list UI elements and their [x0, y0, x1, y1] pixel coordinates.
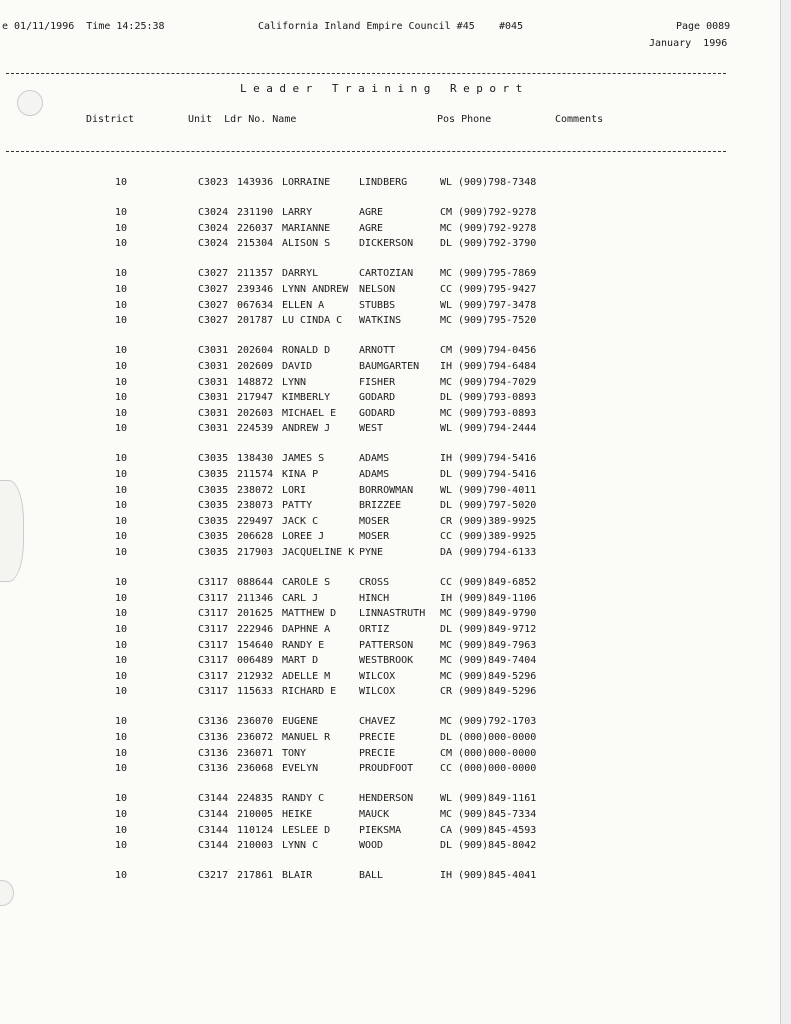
- position-cell: CC: [440, 531, 453, 543]
- phone-cell: (909)849-1106: [458, 592, 537, 604]
- leader-number-cell: 236071: [237, 747, 274, 759]
- position-cell: CC: [440, 284, 453, 295]
- position-cell: CM: [440, 207, 453, 219]
- position-cell: MC: [440, 670, 453, 682]
- position-cell: DL: [440, 238, 453, 250]
- first-name-cell: TONY: [282, 747, 307, 759]
- phone-cell: (909)845-4041: [458, 870, 537, 882]
- leader-number-cell: 215304: [237, 238, 274, 250]
- leader-number-cell: 211574: [237, 469, 274, 480]
- position-cell: WL: [440, 177, 453, 188]
- unit-cell: C3035: [198, 531, 229, 543]
- district-cell: 10: [115, 177, 128, 188]
- position-cell: MC: [440, 315, 453, 327]
- unit-cell: C3117: [198, 686, 229, 698]
- last-name-cell: WILCOX: [359, 686, 396, 698]
- unit-cell: C3144: [198, 808, 229, 820]
- last-name-cell: HINCH: [359, 592, 390, 604]
- phone-cell: (909)849-5296: [458, 670, 537, 682]
- leader-number-cell: 239346: [237, 284, 274, 295]
- last-name-cell: BAUMGARTEN: [359, 360, 420, 372]
- punch-hole-top: [17, 90, 43, 116]
- leader-number-cell: 210003: [237, 840, 274, 852]
- leader-number-cell: 238073: [237, 500, 274, 512]
- last-name-cell: FISHER: [359, 376, 396, 388]
- leader-number-cell: 115633: [237, 686, 274, 698]
- phone-cell: (909)794-6484: [458, 360, 537, 372]
- first-name-cell: CARL J: [282, 592, 319, 604]
- unit-cell: C3136: [198, 763, 229, 775]
- unit-cell: C3117: [198, 670, 229, 682]
- last-name-cell: WOOD: [359, 840, 384, 852]
- last-name-cell: CROSS: [359, 577, 390, 589]
- first-name-cell: ALISON S: [282, 238, 331, 250]
- phone-cell: (909)794-0456: [458, 345, 537, 357]
- position-cell: IH: [440, 592, 453, 604]
- first-name-cell: LORI: [282, 484, 307, 496]
- district-cell: 10: [115, 392, 128, 404]
- last-name-cell: AGRE: [359, 222, 384, 234]
- first-name-cell: JACK C: [282, 515, 319, 527]
- district-cell: 10: [115, 222, 128, 234]
- first-name-cell: JAMES S: [282, 453, 325, 465]
- unit-cell: C3031: [198, 376, 229, 388]
- first-name-cell: HEIKE: [282, 808, 313, 820]
- phone-cell: (909)389-9925: [458, 531, 537, 543]
- first-name-cell: PATTY: [282, 500, 313, 512]
- district-cell: 10: [115, 423, 128, 435]
- leader-number-cell: 110124: [237, 824, 274, 836]
- last-name-cell: PRECIE: [359, 747, 396, 759]
- report-title: Leader Training Report: [240, 82, 529, 95]
- phone-cell: (909)849-1161: [458, 793, 537, 805]
- unit-cell: C3117: [198, 639, 229, 651]
- leader-number-cell: 006489: [237, 655, 274, 667]
- last-name-cell: STUBBS: [359, 299, 396, 311]
- unit-cell: C3031: [198, 360, 229, 372]
- unit-cell: C3031: [198, 423, 229, 435]
- first-name-cell: DAPHNE A: [282, 623, 331, 635]
- phone-cell: (909)849-9790: [458, 608, 537, 620]
- position-cell: IH: [440, 360, 453, 372]
- first-name-cell: EVELYN: [282, 763, 319, 775]
- phone-cell: (909)794-5416: [458, 469, 537, 480]
- leader-number-cell: 217903: [237, 547, 274, 558]
- first-name-cell: MICHAEL E: [282, 407, 337, 419]
- leader-number-cell: 201625: [237, 608, 274, 620]
- district-cell: 10: [115, 315, 128, 327]
- unit-cell: C3024: [198, 222, 229, 234]
- district-cell: 10: [115, 376, 128, 388]
- position-cell: WL: [440, 423, 453, 435]
- leader-number-cell: 222946: [237, 623, 274, 635]
- unit-cell: C3027: [198, 284, 229, 295]
- position-cell: MC: [440, 716, 453, 728]
- phone-cell: (909)792-1703: [458, 716, 537, 728]
- district-cell: 10: [115, 268, 128, 280]
- phone-cell: (909)798-7348: [458, 177, 537, 188]
- leader-number-cell: 202609: [237, 360, 274, 372]
- position-cell: DL: [440, 500, 453, 512]
- first-name-cell: ADELLE M: [282, 670, 331, 682]
- phone-cell: (909)797-3478: [458, 299, 537, 311]
- phone-cell: (909)793-0893: [458, 407, 537, 419]
- position-cell: CC: [440, 577, 453, 589]
- leader-number-cell: 226037: [237, 222, 274, 234]
- first-name-cell: EUGENE: [282, 716, 319, 728]
- unit-cell: C3136: [198, 716, 229, 728]
- leader-number-cell: 201787: [237, 315, 274, 327]
- last-name-cell: BORROWMAN: [359, 484, 414, 496]
- unit-cell: C3027: [198, 315, 229, 327]
- position-cell: DA: [440, 547, 453, 558]
- district-cell: 10: [115, 484, 128, 496]
- first-name-cell: DAVID: [282, 360, 313, 372]
- district-cell: 10: [115, 763, 128, 775]
- unit-cell: C3117: [198, 608, 229, 620]
- unit-cell: C3024: [198, 238, 229, 250]
- phone-cell: (909)794-6133: [458, 547, 537, 558]
- leader-number-cell: 206628: [237, 531, 274, 543]
- unit-cell: C3031: [198, 392, 229, 404]
- leader-number-cell: 148872: [237, 376, 274, 388]
- council-name: California Inland Empire Council #45: [258, 21, 475, 32]
- first-name-cell: LOREE J: [282, 531, 325, 543]
- first-name-cell: LESLEE D: [282, 824, 331, 836]
- first-name-cell: MANUEL R: [282, 732, 331, 743]
- phone-cell: (909)845-4593: [458, 824, 537, 836]
- district-cell: 10: [115, 345, 128, 357]
- position-cell: MC: [440, 268, 453, 280]
- position-cell: MC: [440, 376, 453, 388]
- last-name-cell: AGRE: [359, 207, 384, 219]
- phone-cell: (909)794-2444: [458, 423, 537, 435]
- last-name-cell: PATTERSON: [359, 639, 414, 651]
- district-cell: 10: [115, 747, 128, 759]
- district-cell: 10: [115, 623, 128, 635]
- first-name-cell: ELLEN A: [282, 299, 325, 311]
- leader-number-cell: 143936: [237, 177, 274, 188]
- page-number: Page 0089: [676, 21, 731, 32]
- leader-number-cell: 217861: [237, 870, 274, 882]
- position-cell: CM: [440, 747, 453, 759]
- unit-cell: C3136: [198, 747, 229, 759]
- last-name-cell: MOSER: [359, 515, 390, 527]
- unit-cell: C3035: [198, 515, 229, 527]
- position-cell: WL: [440, 299, 453, 311]
- last-name-cell: ARNOTT: [359, 345, 396, 357]
- position-cell: DL: [440, 732, 453, 743]
- phone-cell: (909)849-7404: [458, 655, 537, 667]
- phone-cell: (909)792-9278: [458, 207, 537, 219]
- last-name-cell: ADAMS: [359, 469, 390, 480]
- column-unit-ldr-name: Unit Ldr No. Name: [188, 114, 297, 125]
- first-name-cell: LYNN ANDREW: [282, 284, 349, 295]
- first-name-cell: RANDY C: [282, 793, 325, 805]
- phone-cell: (909)792-3790: [458, 238, 537, 250]
- phone-cell: (909)795-9427: [458, 284, 537, 295]
- first-name-cell: JACQUELINE K: [282, 547, 355, 558]
- unit-cell: C3027: [198, 299, 229, 311]
- last-name-cell: WEST: [359, 423, 384, 435]
- position-cell: WL: [440, 793, 453, 805]
- leader-number-cell: 210005: [237, 808, 274, 820]
- district-cell: 10: [115, 577, 128, 589]
- unit-cell: C3035: [198, 469, 229, 480]
- leader-number-cell: 238072: [237, 484, 274, 496]
- unit-cell: C3031: [198, 407, 229, 419]
- phone-cell: (000)000-0000: [458, 732, 537, 743]
- column-district: District: [86, 114, 135, 125]
- last-name-cell: BRIZZEE: [359, 500, 402, 512]
- last-name-cell: PIEKSMA: [359, 824, 402, 836]
- unit-cell: C3024: [198, 207, 229, 219]
- last-name-cell: PYNE: [359, 547, 384, 558]
- phone-cell: (909)790-4011: [458, 484, 537, 496]
- phone-cell: (909)797-5020: [458, 500, 537, 512]
- last-name-cell: GODARD: [359, 407, 396, 419]
- position-cell: MC: [440, 639, 453, 651]
- leader-number-cell: 229497: [237, 515, 274, 527]
- first-name-cell: LU CINDA C: [282, 315, 343, 327]
- district-cell: 10: [115, 238, 128, 250]
- position-cell: DL: [440, 840, 453, 852]
- unit-cell: C3117: [198, 655, 229, 667]
- phone-cell: (909)792-9278: [458, 222, 537, 234]
- district-cell: 10: [115, 824, 128, 836]
- last-name-cell: MAUCK: [359, 808, 390, 820]
- district-cell: 10: [115, 639, 128, 651]
- council-code: #045: [499, 21, 524, 32]
- leader-number-cell: 202603: [237, 407, 274, 419]
- position-cell: CM: [440, 345, 453, 357]
- position-cell: CR: [440, 686, 453, 698]
- leader-number-cell: 236070: [237, 716, 274, 728]
- district-cell: 10: [115, 515, 128, 527]
- position-cell: MC: [440, 407, 453, 419]
- unit-cell: C3136: [198, 732, 229, 743]
- position-cell: MC: [440, 655, 453, 667]
- last-name-cell: CHAVEZ: [359, 716, 396, 728]
- leader-number-cell: 236072: [237, 732, 274, 743]
- position-cell: CA: [440, 824, 453, 836]
- position-cell: IH: [440, 453, 453, 465]
- leader-number-cell: 217947: [237, 392, 274, 404]
- unit-cell: C3117: [198, 577, 229, 589]
- punch-hole-middle: [0, 480, 24, 582]
- phone-cell: (000)000-0000: [458, 763, 537, 775]
- unit-cell: C3027: [198, 268, 229, 280]
- last-name-cell: DICKERSON: [359, 238, 414, 250]
- report-month: January 1996: [649, 38, 728, 49]
- district-cell: 10: [115, 686, 128, 698]
- last-name-cell: ADAMS: [359, 453, 390, 465]
- unit-cell: C3217: [198, 870, 229, 882]
- leader-number-cell: 224835: [237, 793, 274, 805]
- position-cell: WL: [440, 484, 453, 496]
- first-name-cell: CAROLE S: [282, 577, 331, 589]
- phone-cell: (909)795-7520: [458, 315, 537, 327]
- last-name-cell: MOSER: [359, 531, 390, 543]
- phone-cell: (909)794-7029: [458, 376, 537, 388]
- unit-cell: C3035: [198, 453, 229, 465]
- last-name-cell: BALL: [359, 870, 384, 882]
- first-name-cell: MATTHEW D: [282, 608, 337, 620]
- unit-cell: C3144: [198, 824, 229, 836]
- last-name-cell: PRECIE: [359, 732, 396, 743]
- first-name-cell: ANDREW J: [282, 423, 331, 435]
- district-cell: 10: [115, 299, 128, 311]
- last-name-cell: LINDBERG: [359, 177, 408, 188]
- leader-number-cell: 224539: [237, 423, 274, 435]
- unit-cell: C3144: [198, 793, 229, 805]
- district-cell: 10: [115, 793, 128, 805]
- district-cell: 10: [115, 547, 128, 558]
- unit-cell: C3144: [198, 840, 229, 852]
- last-name-cell: PROUDFOOT: [359, 763, 414, 775]
- district-cell: 10: [115, 284, 128, 295]
- position-cell: DL: [440, 623, 453, 635]
- leader-number-cell: 231190: [237, 207, 274, 219]
- phone-cell: (909)849-6852: [458, 577, 537, 589]
- position-cell: MC: [440, 808, 453, 820]
- district-cell: 10: [115, 808, 128, 820]
- leader-number-cell: 236068: [237, 763, 274, 775]
- position-cell: CC: [440, 763, 453, 775]
- position-cell: DL: [440, 392, 453, 404]
- last-name-cell: ORTIZ: [359, 623, 390, 635]
- phone-cell: (000)000-0000: [458, 747, 537, 759]
- last-name-cell: LINNASTRUTH: [359, 608, 426, 620]
- top-rule: [6, 73, 726, 74]
- unit-cell: C3035: [198, 500, 229, 512]
- district-cell: 10: [115, 500, 128, 512]
- last-name-cell: WESTBROOK: [359, 655, 414, 667]
- last-name-cell: CARTOZIAN: [359, 268, 414, 280]
- phone-cell: (909)849-5296: [458, 686, 537, 698]
- first-name-cell: LYNN: [282, 376, 307, 388]
- date-time-line: e 01/11/1996 Time 14:25:38: [2, 21, 165, 32]
- header-rule: [6, 151, 726, 152]
- first-name-cell: KINA P: [282, 469, 319, 480]
- phone-cell: (909)849-9712: [458, 623, 537, 635]
- last-name-cell: HENDERSON: [359, 793, 414, 805]
- position-cell: MC: [440, 608, 453, 620]
- district-cell: 10: [115, 870, 128, 882]
- district-cell: 10: [115, 716, 128, 728]
- position-cell: CR: [440, 515, 453, 527]
- unit-cell: C3035: [198, 484, 229, 496]
- leader-number-cell: 138430: [237, 453, 274, 465]
- first-name-cell: DARRYL: [282, 268, 319, 280]
- last-name-cell: WILCOX: [359, 670, 396, 682]
- district-cell: 10: [115, 207, 128, 219]
- phone-cell: (909)794-5416: [458, 453, 537, 465]
- first-name-cell: KIMBERLY: [282, 392, 331, 404]
- phone-cell: (909)845-7334: [458, 808, 537, 820]
- phone-cell: (909)849-7963: [458, 639, 537, 651]
- unit-cell: C3023: [198, 177, 229, 188]
- leader-number-cell: 088644: [237, 577, 274, 589]
- column-pos-phone: Pos Phone: [437, 114, 492, 125]
- phone-cell: (909)845-8042: [458, 840, 537, 852]
- position-cell: IH: [440, 870, 453, 882]
- position-cell: DL: [440, 469, 453, 480]
- position-cell: MC: [440, 222, 453, 234]
- first-name-cell: MARIANNE: [282, 222, 331, 234]
- first-name-cell: BLAIR: [282, 870, 313, 882]
- district-cell: 10: [115, 840, 128, 852]
- district-cell: 10: [115, 531, 128, 543]
- unit-cell: C3117: [198, 592, 229, 604]
- district-cell: 10: [115, 453, 128, 465]
- leader-number-cell: 154640: [237, 639, 274, 651]
- leader-number-cell: 202604: [237, 345, 274, 357]
- last-name-cell: GODARD: [359, 392, 396, 404]
- district-cell: 10: [115, 360, 128, 372]
- district-cell: 10: [115, 655, 128, 667]
- leader-number-cell: 067634: [237, 299, 274, 311]
- district-cell: 10: [115, 592, 128, 604]
- phone-cell: (909)389-9925: [458, 515, 537, 527]
- leader-number-cell: 211346: [237, 592, 274, 604]
- last-name-cell: NELSON: [359, 284, 396, 295]
- leader-number-cell: 212932: [237, 670, 274, 682]
- unit-cell: C3031: [198, 345, 229, 357]
- phone-cell: (909)793-0893: [458, 392, 537, 404]
- phone-cell: (909)795-7869: [458, 268, 537, 280]
- first-name-cell: RANDY E: [282, 639, 325, 651]
- first-name-cell: RONALD D: [282, 345, 331, 357]
- first-name-cell: MART D: [282, 655, 319, 667]
- district-cell: 10: [115, 732, 128, 743]
- first-name-cell: LYNN C: [282, 840, 319, 852]
- first-name-cell: LARRY: [282, 207, 313, 219]
- district-cell: 10: [115, 407, 128, 419]
- district-cell: 10: [115, 608, 128, 620]
- first-name-cell: LORRAINE: [282, 177, 331, 188]
- unit-cell: C3117: [198, 623, 229, 635]
- column-comments: Comments: [555, 114, 604, 125]
- unit-cell: C3035: [198, 547, 229, 558]
- district-cell: 10: [115, 469, 128, 480]
- page-edge: [780, 0, 791, 1024]
- last-name-cell: WATKINS: [359, 315, 402, 327]
- punch-hole-bottom: [0, 880, 14, 906]
- district-cell: 10: [115, 670, 128, 682]
- leader-number-cell: 211357: [237, 268, 274, 280]
- first-name-cell: RICHARD E: [282, 686, 337, 698]
